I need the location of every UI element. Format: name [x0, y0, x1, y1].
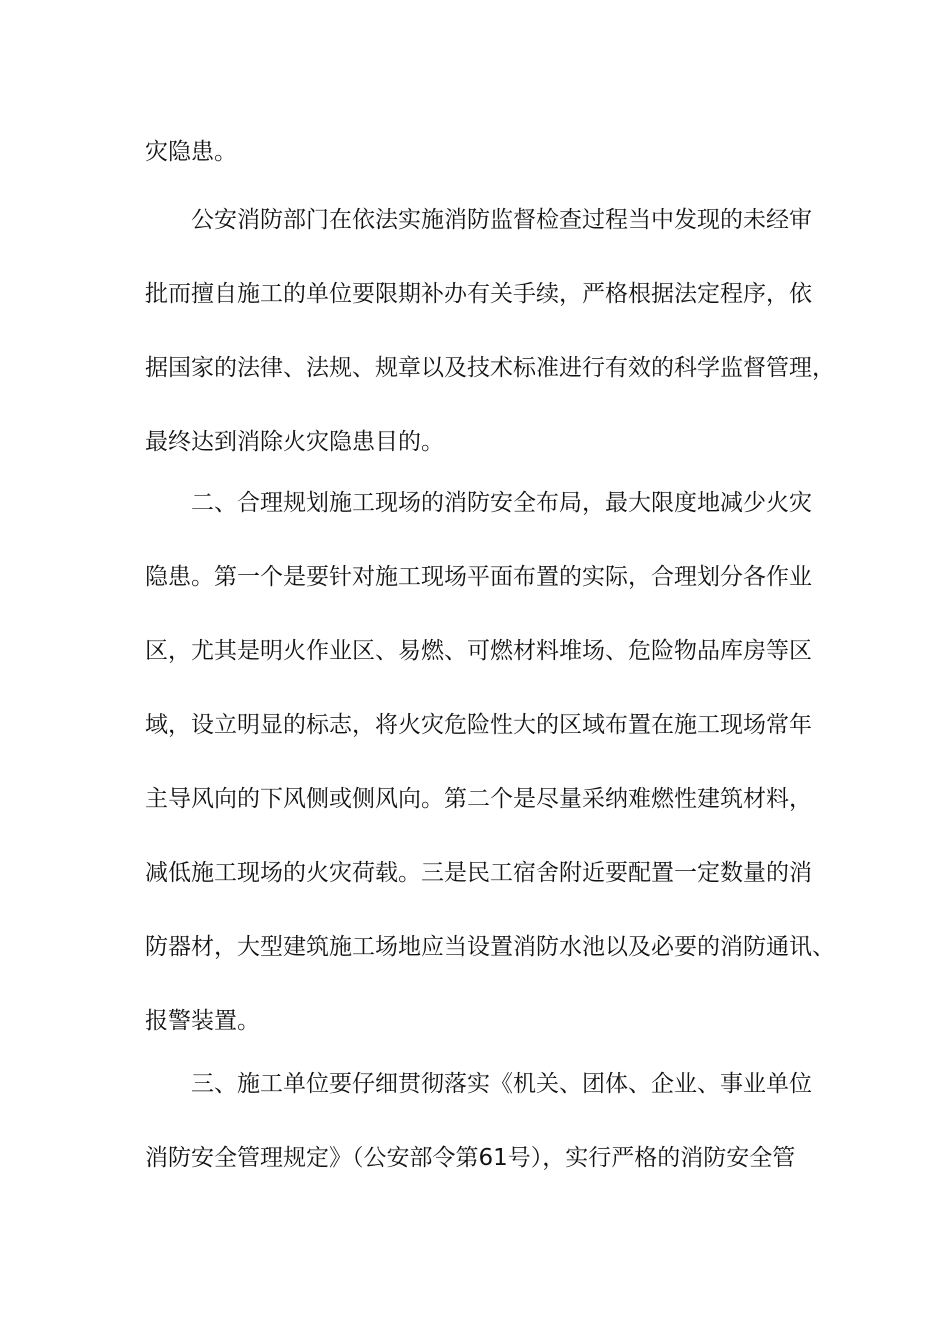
text-line-3: 批而擅自施工的单位要限期补办有关手续，严格根据法定程序，依 [145, 281, 812, 307]
text-line-10: 主导风向的下风侧或侧风向。第二个是尽量采纳难燃性建筑材料， [145, 786, 812, 812]
text-line-8: 区，尤其是明火作业区、易燃、可燃材料堆场、危险物品库房等区 [145, 638, 812, 664]
text-line-9: 域，设立明显的标志，将火灾危险性大的区域布置在施工现场常年 [145, 712, 812, 738]
text-line-6: 二、合理规划施工现场的消防安全布局，最大限度地减少火灾 [191, 490, 812, 516]
text-line-13: 报警装置。 [145, 1008, 260, 1034]
text-line-12: 防器材，大型建筑施工场地应当设置消防水池以及必要的消防通讯、 [145, 934, 835, 960]
text-line-4: 据国家的法律、法规、规章以及技术标准进行有效的科学监督管理， [145, 355, 835, 381]
text-line-15: 消防安全管理规定》（公安部令第61号），实行严格的消防安全管 [145, 1145, 796, 1171]
text-line-7: 隐患。第一个是要针对施工现场平面布置的实际，合理划分各作业 [145, 564, 812, 590]
text-line-2: 公安消防部门在依法实施消防监督检查过程当中发现的未经审 [191, 207, 812, 233]
text-line-1: 灾隐患。 [145, 139, 237, 165]
text-line-5: 最终达到消除火灾隐患目的。 [145, 429, 444, 455]
text-line-14: 三、施工单位要仔细贯彻落实《机关、团体、企业、事业单位 [191, 1071, 812, 1097]
text-line-11: 减低施工现场的火灾荷载。三是民工宿舍附近要配置一定数量的消 [145, 860, 812, 886]
